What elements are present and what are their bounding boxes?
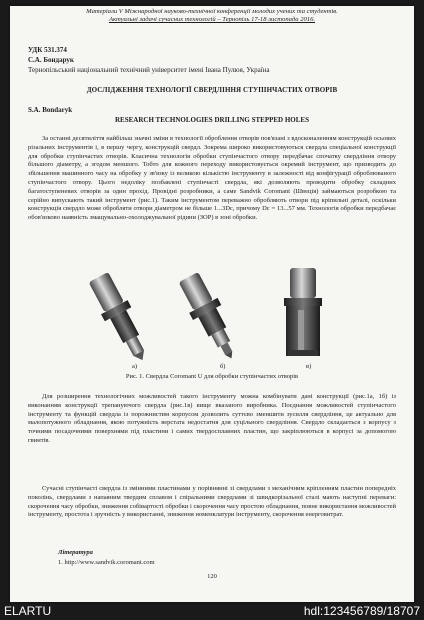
affiliation: Тернопільський національний технічний університет імені Івана Пулюя, Україна xyxy=(28,66,270,74)
header-line-1: Матеріали V Міжнародної науково-технічної конференції молодих учених та студентів. xyxy=(86,8,338,15)
header-line-2: Актуальні задачі сучасних технологій – Тернопіль 17-18 листопада 2016. xyxy=(108,16,316,23)
author-en: S.A. Bondaryk xyxy=(28,106,73,114)
figure-caption: Рис. 1. Свердла Coromant U для обробки ступінчастих отворів xyxy=(125,373,299,380)
drill-b xyxy=(174,270,245,366)
paragraph-2: Для розширення технологічних можливостей такого інструменту можна комбінувати дані конструкції (рис.1а, 1б) із виконанням конструкції трепануючого свердла (рис.1в) вище вказаного виробника. Поєднання можливостей ступінчастого інструменту та функцій свердла із порожнистим корпусом дозволить суттєво зменшити зусилля свердління, це актуально для малопотужного обладнання, якою потужність верстата недостатня для суцільного свердління. Свердло складається з корпусу з точними посадочними поверхнями під пластини і самих твердосплавних пластин, що закріплюються в корпусі за допомогою гвинтів. xyxy=(28,393,396,444)
figure-label-b: б) xyxy=(220,363,226,370)
title-en: RESEARCH TECHNOLOGIES DRILLING STEPPED HOLES xyxy=(115,116,309,124)
figure-drills xyxy=(70,266,350,376)
drills-illustration xyxy=(70,266,350,376)
figure-label-c: в) xyxy=(306,363,312,370)
reference-1: 1. http://www.sandvik.coromant.com xyxy=(58,559,155,566)
udk-code: УДК 531.374 xyxy=(28,46,67,54)
paragraph-3: Сучасні ступінчасті свердла із змінними пластинами у порівнянні зі свердлами з механічним кріпленням пластин попередніх поколінь, свердлами з напаяним твердим сплавом і спіральними свердлами зі швидкорізальної сталі мають наступні переваги: скорочення часу обробки, зниження собівартості обробки і скорочення часу простою обладнання, повне використання можливостей інструменту, простота і зручність у використанні, зниження номенклатури інструменту, скорочення енерговитрат. xyxy=(28,485,396,519)
author: С.А. Бондарук xyxy=(28,56,74,64)
title-ua: ДОСЛІДЖЕННЯ ТЕХНОЛОГІЇ СВЕРДЛІННЯ СТУПІНЧАСТИХ ОТВОРІВ xyxy=(86,86,338,94)
footer-bar xyxy=(0,602,424,620)
page-number: 120 xyxy=(207,573,217,580)
paragraph-1: За останні десятиліття найбільш значні зміни в технології оброблення отворів пов'язані з вдосконаленням конструкцій осьових різальних інструментів і, в першу чергу, конструкцій свердл. Зокрема широко використовуються свердла спеціальної конструкції для обробки ступінчастих отворів. Класична технологія обробки ступінчастого отвору передбачає спочатку свердління отвору більшого діаметру, а згодом меншого. Тобто для кожного переходу використовується окремий інструмент, що призводить до збільшення машинного часу на обробку у зв'язку із великою кількістю інструменту в залежності від конфігурації оброблюваного ступінчастого отвору. Цього недоліку позбавлені ступінчасті свердла, які дозволяють проводити обробку складних багатоступеневих отворів за один прохід. Провідні розробники, а саме Sandvik Coromant (Швеція) займаються розробкою та серійно випускають такий інструмент (рис.1). Таким інструментом переважно обробляють отвори під кріпильні деталі, оскільки конструкція свердло може обробляти отвори діаметром не більше 1...3Dc, причому Dc = 13...57 мм. Технологія обробки передбачає обов'язково наявність змащувально-охолоджувальної рідини (ЗОР) в зоні обробки. xyxy=(28,135,396,222)
footer-repository: ELARTU xyxy=(4,604,52,618)
drill-a xyxy=(85,270,156,367)
paper-page xyxy=(10,6,414,602)
drill-c xyxy=(284,268,322,356)
footer-handle: hdl:123456789/18707 xyxy=(303,604,420,618)
running-header xyxy=(30,8,394,24)
figure-label-a: а) xyxy=(132,363,138,370)
literature-heading: Література xyxy=(58,549,93,556)
